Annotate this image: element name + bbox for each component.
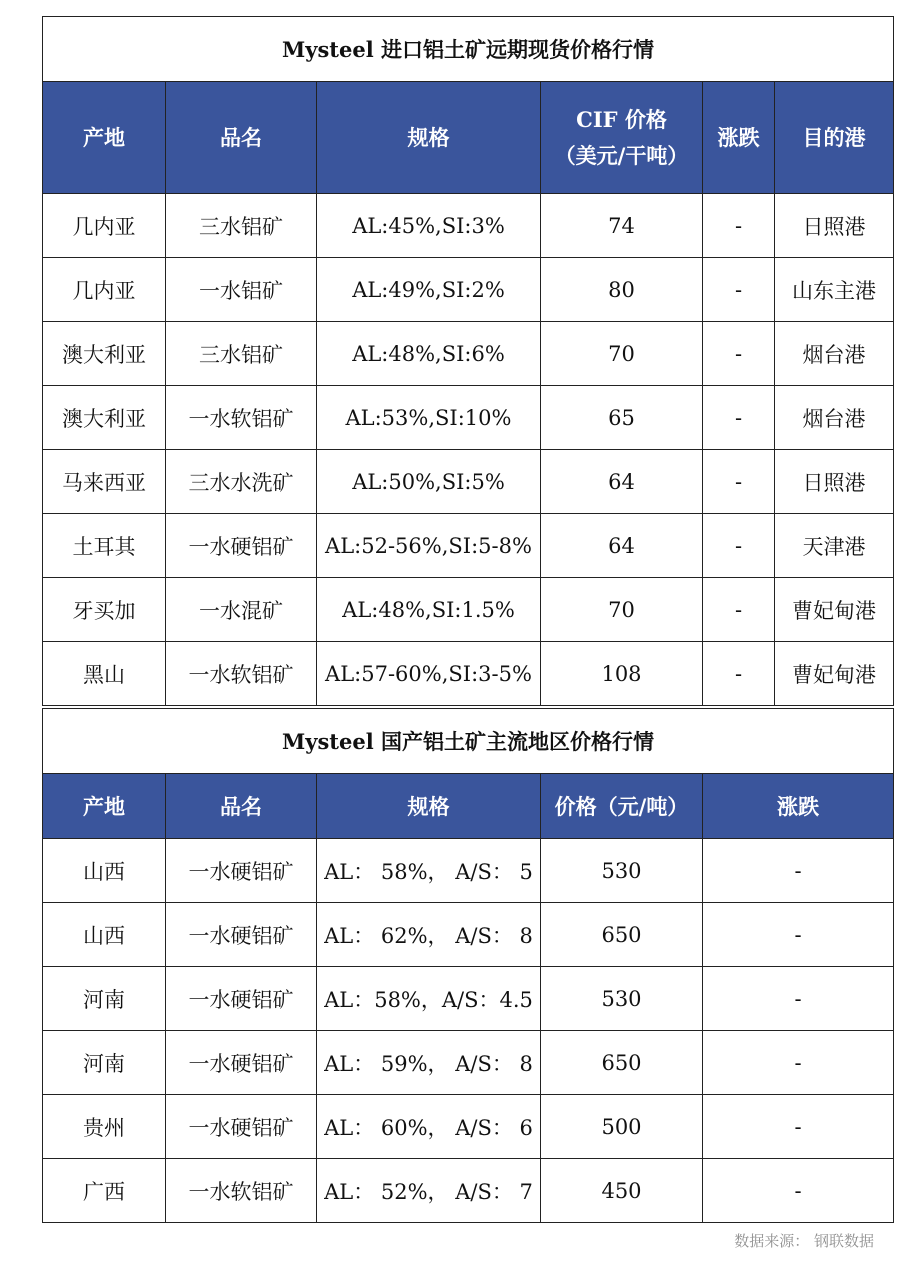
domestic-price-table <box>42 708 894 1223</box>
table-row <box>43 578 894 642</box>
cell-product: 一水硬铝矿 <box>166 1095 317 1159</box>
cell-origin: 山西 <box>43 903 166 967</box>
cell-port: 日照港 <box>775 194 894 258</box>
cell-product: 一水硬铝矿 <box>166 903 317 967</box>
cell-product: 一水软铝矿 <box>166 386 317 450</box>
domestic-table-header <box>43 774 894 839</box>
header-origin: 产地 <box>43 774 166 839</box>
cell-price: 70 <box>541 322 703 386</box>
cell-price: 650 <box>541 1031 703 1095</box>
cell-spec: AL：58%，A/S：4.5 <box>317 967 541 1031</box>
cell-product: 一水硬铝矿 <box>166 967 317 1031</box>
cell-port: 山东主港 <box>775 258 894 322</box>
table-row <box>43 903 894 967</box>
cell-product: 一水硬铝矿 <box>166 839 317 903</box>
cell-change: - <box>703 1159 894 1223</box>
cell-spec: AL:52-56%,SI:5-8% <box>317 514 541 578</box>
cell-spec: AL:49%,SI:2% <box>317 258 541 322</box>
cell-spec: AL： 59%， A/S： 8 <box>317 1031 541 1095</box>
cell-origin: 土耳其 <box>43 514 166 578</box>
table-row <box>43 258 894 322</box>
import-price-table <box>42 16 894 706</box>
data-source-note: 数据来源： 钢联数据 <box>734 1232 874 1250</box>
cell-product: 三水铝矿 <box>166 194 317 258</box>
import-table-title: Mysteel 进口铝土矿远期现货价格行情 <box>43 17 894 82</box>
cell-change: - <box>703 1031 894 1095</box>
table-row <box>43 194 894 258</box>
header-spec: 规格 <box>317 82 541 194</box>
cell-origin: 几内亚 <box>43 258 166 322</box>
cell-product: 三水水洗矿 <box>166 450 317 514</box>
header-port: 目的港 <box>775 82 894 194</box>
cell-change: - <box>703 258 775 322</box>
cell-change: - <box>703 322 775 386</box>
cell-product: 一水混矿 <box>166 578 317 642</box>
header-price: 价格（元/吨） <box>541 774 703 839</box>
cell-price: 530 <box>541 839 703 903</box>
cell-change: - <box>703 194 775 258</box>
cell-spec: AL:45%,SI:3% <box>317 194 541 258</box>
table-row <box>43 450 894 514</box>
import-table-body <box>43 194 894 706</box>
header-product: 品名 <box>166 774 317 839</box>
cell-spec: AL:57-60%,SI:3-5% <box>317 642 541 706</box>
cell-change: - <box>703 967 894 1031</box>
domestic-table-title: Mysteel 国产铝土矿主流地区价格行情 <box>43 709 894 774</box>
cell-product: 一水硬铝矿 <box>166 1031 317 1095</box>
cell-origin: 几内亚 <box>43 194 166 258</box>
cell-spec: AL： 62%， A/S： 8 <box>317 903 541 967</box>
header-cif-price-unit: （美元/干吨） <box>554 142 689 168</box>
table-row <box>43 1159 894 1223</box>
cell-price: 64 <box>541 450 703 514</box>
cell-origin: 山西 <box>43 839 166 903</box>
cell-port: 日照港 <box>775 450 894 514</box>
cell-change: - <box>703 839 894 903</box>
table-row <box>43 1095 894 1159</box>
header-cif-price <box>541 82 703 194</box>
header-spec: 规格 <box>317 774 541 839</box>
domestic-table-body <box>43 839 894 1223</box>
table-row <box>43 839 894 903</box>
cell-origin: 河南 <box>43 1031 166 1095</box>
cell-spec: AL： 60%， A/S： 6 <box>317 1095 541 1159</box>
cell-price: 500 <box>541 1095 703 1159</box>
cell-spec: AL： 58%， A/S： 5 <box>317 839 541 903</box>
cell-price: 74 <box>541 194 703 258</box>
cell-price: 650 <box>541 903 703 967</box>
cell-origin: 黑山 <box>43 642 166 706</box>
cell-change: - <box>703 1095 894 1159</box>
cell-price: 450 <box>541 1159 703 1223</box>
cell-change: - <box>703 386 775 450</box>
cell-spec: AL:48%,SI:1.5% <box>317 578 541 642</box>
cell-origin: 广西 <box>43 1159 166 1223</box>
cell-product: 一水软铝矿 <box>166 1159 317 1223</box>
cell-origin: 河南 <box>43 967 166 1031</box>
import-table-header <box>43 82 894 194</box>
cell-origin: 贵州 <box>43 1095 166 1159</box>
cell-price: 530 <box>541 967 703 1031</box>
cell-spec: AL:53%,SI:10% <box>317 386 541 450</box>
cell-price: 80 <box>541 258 703 322</box>
table-row <box>43 642 894 706</box>
cell-origin: 牙买加 <box>43 578 166 642</box>
cell-product: 一水软铝矿 <box>166 642 317 706</box>
cell-origin: 澳大利亚 <box>43 322 166 386</box>
cell-change: - <box>703 642 775 706</box>
cell-port: 烟台港 <box>775 386 894 450</box>
cell-price: 70 <box>541 578 703 642</box>
header-cif-price-label: CIF 价格 <box>576 106 667 132</box>
cell-product: 一水铝矿 <box>166 258 317 322</box>
cell-port: 天津港 <box>775 514 894 578</box>
header-change: 涨跌 <box>703 82 775 194</box>
table-row <box>43 514 894 578</box>
cell-change: - <box>703 450 775 514</box>
cell-product: 三水铝矿 <box>166 322 317 386</box>
cell-change: - <box>703 514 775 578</box>
table-row <box>43 1031 894 1095</box>
cell-price: 64 <box>541 514 703 578</box>
cell-port: 烟台港 <box>775 322 894 386</box>
header-change: 涨跌 <box>703 774 894 839</box>
cell-change: - <box>703 903 894 967</box>
cell-spec: AL:50%,SI:5% <box>317 450 541 514</box>
cell-spec: AL： 52%， A/S： 7 <box>317 1159 541 1223</box>
cell-spec: AL:48%,SI:6% <box>317 322 541 386</box>
table-row <box>43 386 894 450</box>
cell-price: 65 <box>541 386 703 450</box>
cell-change: - <box>703 578 775 642</box>
header-product: 品名 <box>166 82 317 194</box>
cell-port: 曹妃甸港 <box>775 642 894 706</box>
cell-port: 曹妃甸港 <box>775 578 894 642</box>
cell-price: 108 <box>541 642 703 706</box>
cell-origin: 澳大利亚 <box>43 386 166 450</box>
header-origin: 产地 <box>43 82 166 194</box>
table-row <box>43 322 894 386</box>
cell-product: 一水硬铝矿 <box>166 514 317 578</box>
cell-origin: 马来西亚 <box>43 450 166 514</box>
table-row <box>43 967 894 1031</box>
